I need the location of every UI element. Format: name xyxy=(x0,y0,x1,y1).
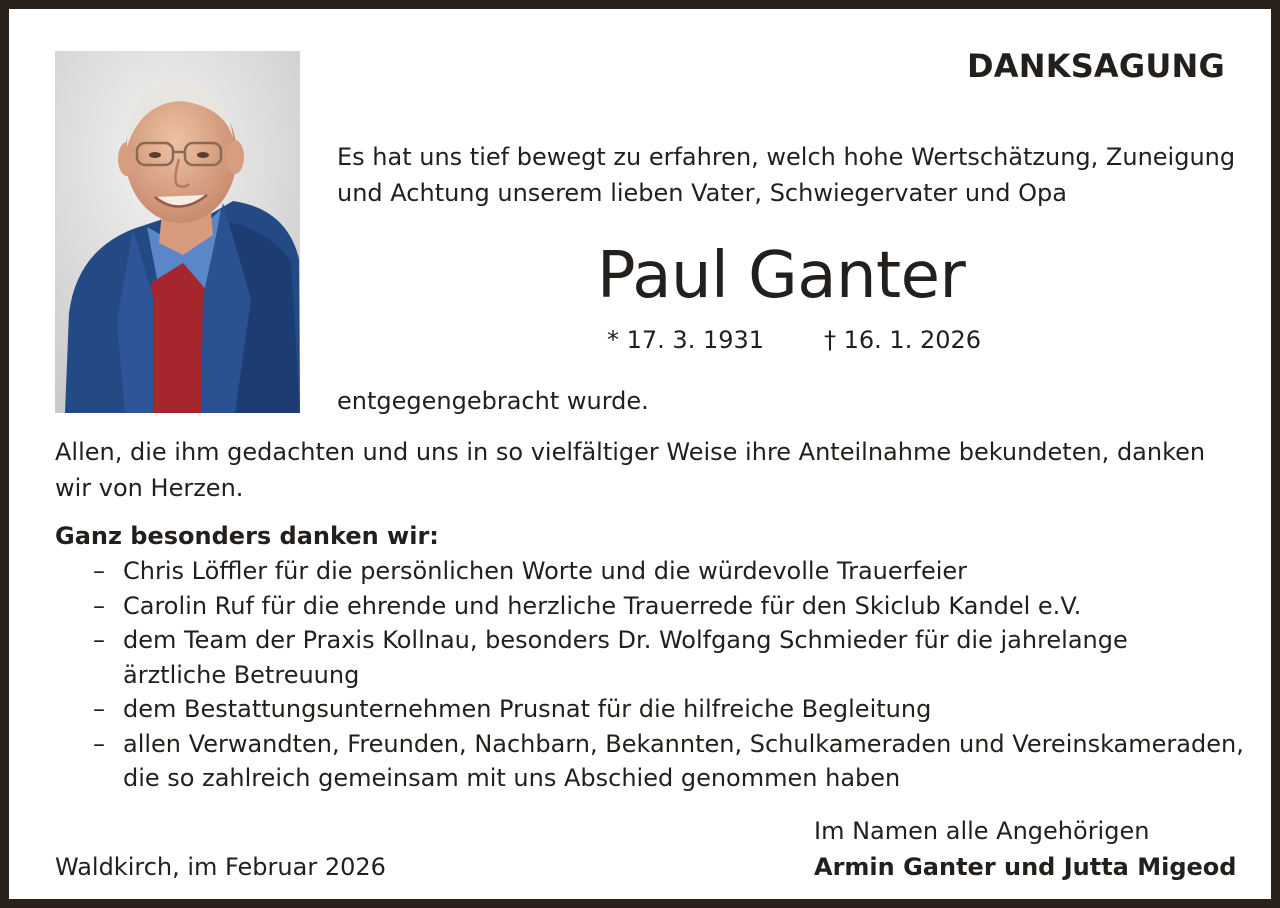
thanks-paragraph xyxy=(55,434,1205,506)
list-item-line: allen Verwandten, Freunden, Nachbarn, Bekannten, Schulkameraden und Vereinskameraden, xyxy=(123,729,1244,758)
portrait-photo xyxy=(55,51,300,413)
birth-date: * 17. 3. 1931 xyxy=(607,326,765,354)
dash-bullet: – xyxy=(93,695,105,723)
list-item xyxy=(93,623,1244,692)
place-date: Waldkirch, im Februar 2026 xyxy=(55,853,386,881)
dash-bullet: – xyxy=(93,729,105,758)
signers: Armin Ganter und Jutta Migeod xyxy=(814,853,1237,881)
dash-bullet: – xyxy=(93,591,105,620)
intro-end-text: entgegengebracht wurde. xyxy=(337,387,649,415)
closing-text: Im Namen alle Angehörigen xyxy=(814,817,1150,845)
dash-bullet: – xyxy=(93,557,105,585)
list-item xyxy=(93,692,1244,727)
portrait-illustration xyxy=(55,51,300,413)
list-item xyxy=(93,589,1244,624)
death-date: † 16. 1. 2026 xyxy=(824,326,982,354)
list-item-line: ärztliche Betreuung xyxy=(123,660,360,689)
dash-bullet: – xyxy=(93,626,105,654)
intro-text xyxy=(337,139,1235,211)
list-item-line: die so zahlreich gemeinsam mit uns Abschied genommen haben xyxy=(123,764,901,792)
intro-line: Es hat uns tief bewegt zu erfahren, welch hohe Wertschätzung, Zuneigung xyxy=(337,143,1236,171)
paragraph-line: wir von Herzen. xyxy=(55,474,244,502)
list-item xyxy=(93,554,1244,589)
list-item xyxy=(93,727,1244,796)
list-item-line: Chris Löffler für die persönlichen Worte und die würdevolle Trauerfeier xyxy=(123,557,968,585)
thanks-title: Ganz besonders danken wir: xyxy=(55,522,439,550)
heading-danksagung: DANKSAGUNG xyxy=(966,47,1225,85)
deceased-name: Paul Ganter xyxy=(597,239,966,313)
list-item-line: dem Bestattungsunternehmen Prusnat für die hilfreiche Begleitung xyxy=(123,695,932,723)
list-item-line: dem Team der Praxis Kollnau, besonders Dr. Wolfgang Schmieder für die jahrelange xyxy=(123,626,1128,654)
thanks-list xyxy=(93,554,1244,796)
paragraph-line: Allen, die ihm gedachten und uns in so vielfältiger Weise ihre Anteilnahme bekundeten, danken xyxy=(55,438,1206,466)
list-item-line: Carolin Ruf für die ehrende und herzliche Trauerrede für den Skiclub Kandel e.V. xyxy=(123,591,1082,620)
intro-line: und Achtung unserem lieben Vater, Schwiegervater und Opa xyxy=(337,179,1067,207)
